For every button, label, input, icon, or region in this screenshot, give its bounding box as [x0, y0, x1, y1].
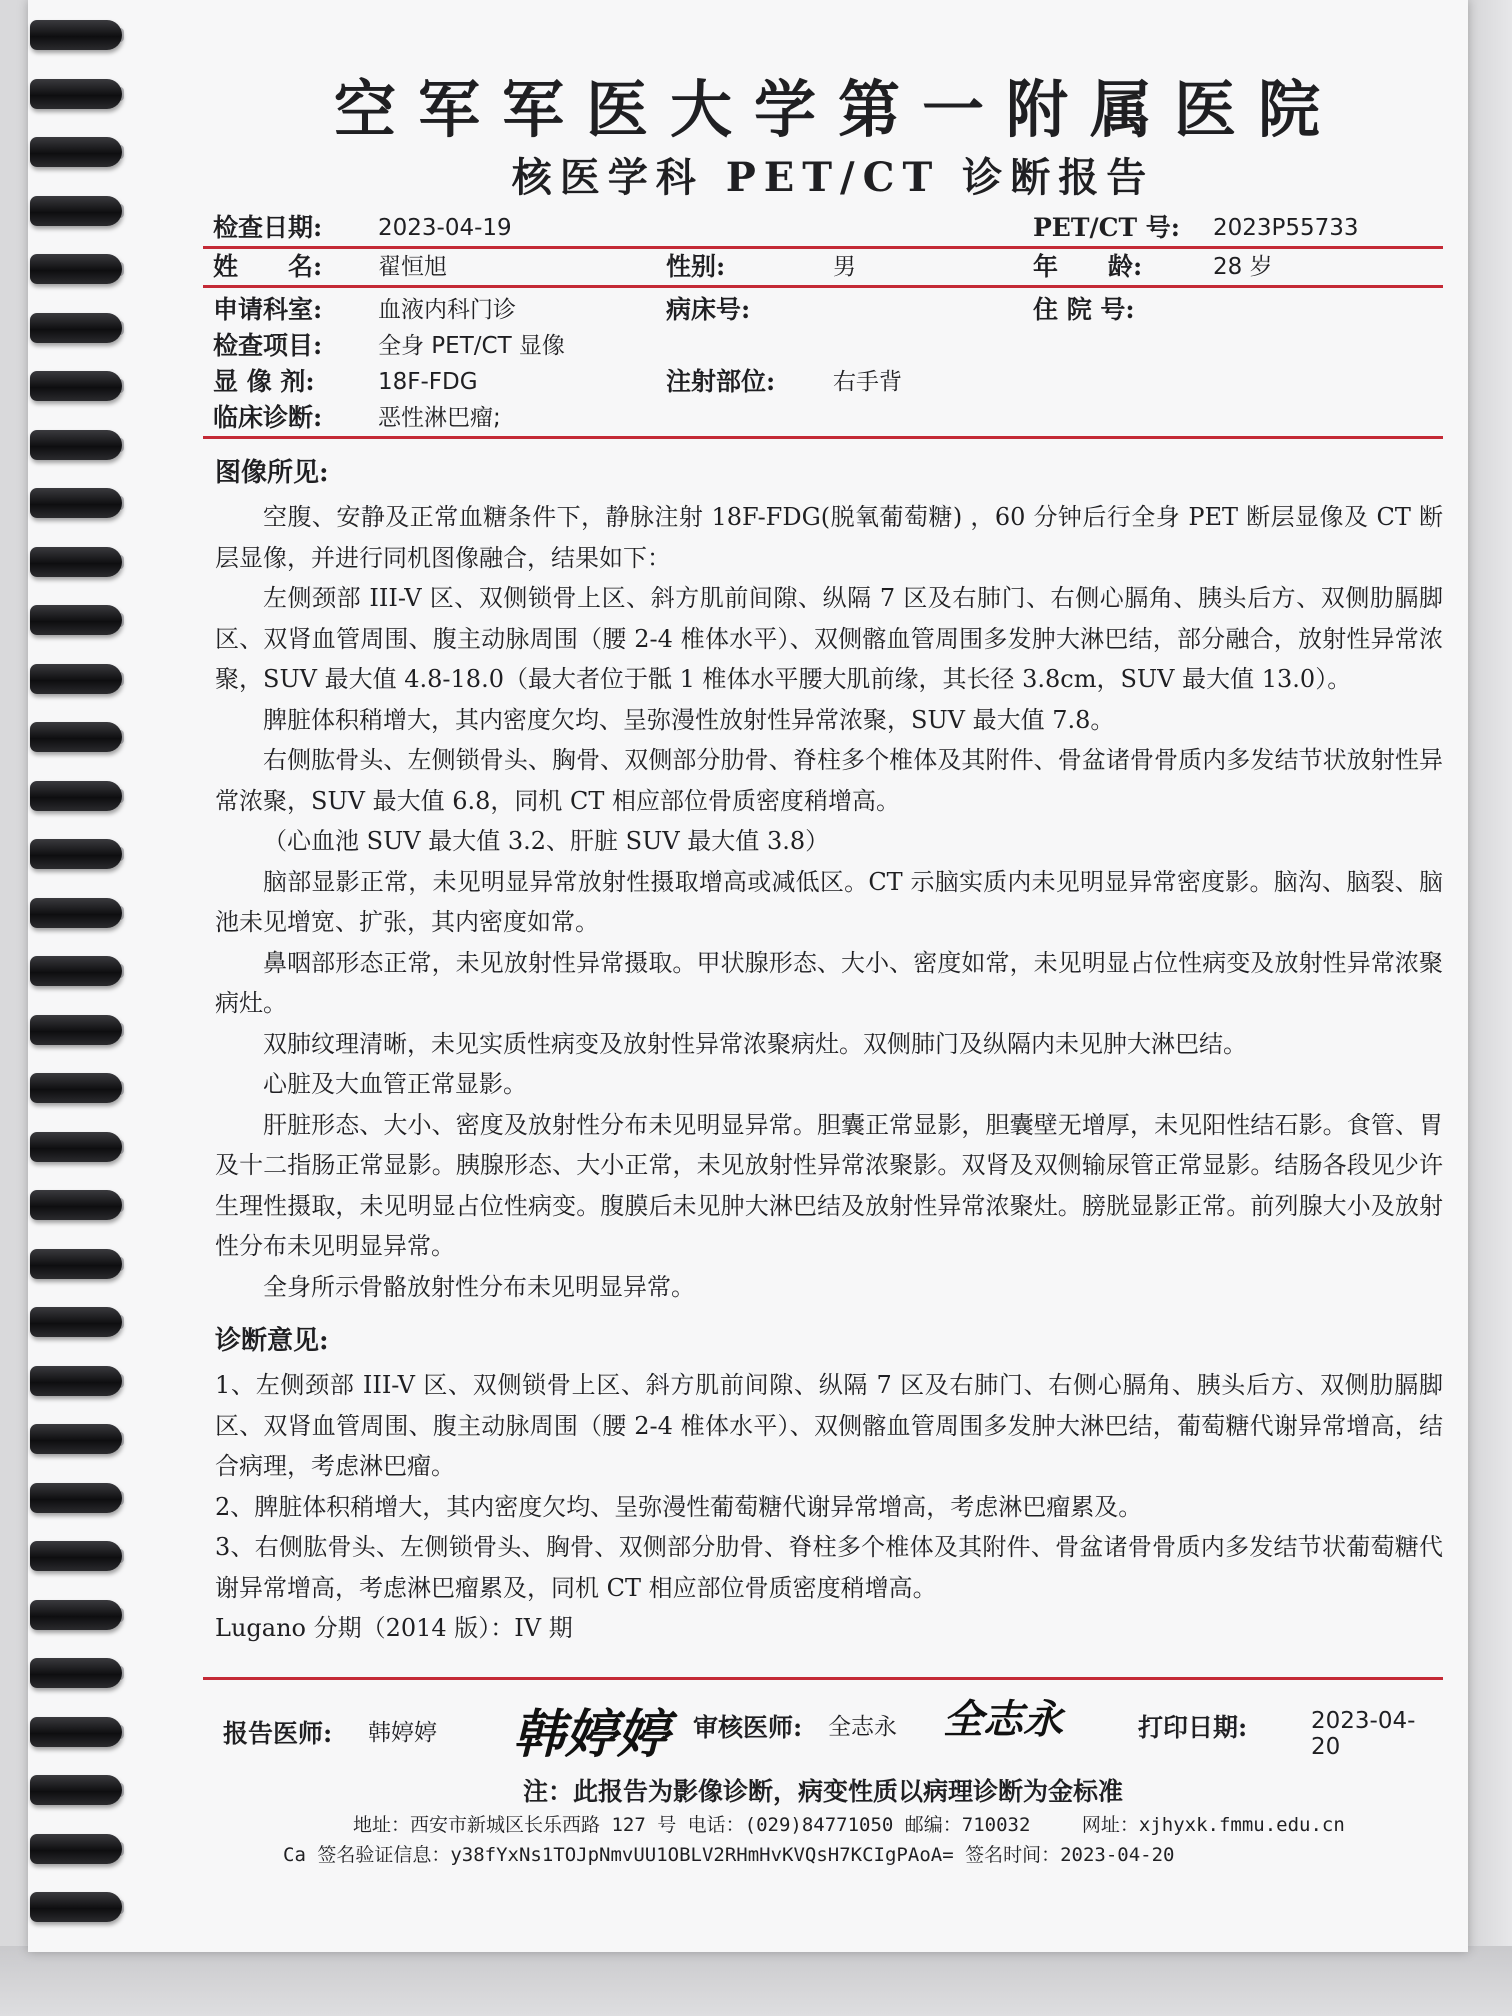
- item-value: 全身 PET/CT 显像: [378, 333, 565, 359]
- binding-ring: [30, 1307, 122, 1337]
- hospital-name: 空军军医大学第一附属医院: [333, 73, 1342, 146]
- site-label: 注射部位:: [666, 367, 776, 396]
- agent-label: 显 像 剂:: [213, 367, 315, 396]
- signature-row: [203, 1695, 1443, 1768]
- age-label: 年 龄:: [1033, 252, 1143, 281]
- background-bottom: [0, 1946, 1512, 2016]
- binding-ring: [30, 488, 122, 518]
- findings-paragraph: 双肺纹理清晰，未见实质性病变及放射性异常浓聚病灶。双侧肺门及纵隔内未见肿大淋巴结。: [263, 1029, 1247, 1058]
- clinical-label: 临床诊断:: [213, 403, 323, 432]
- info-row-dept: [203, 292, 1443, 328]
- findings-paragraph: 心脏及大血管正常显影。: [263, 1070, 527, 1098]
- findings-paragraph: 左侧颈部 III-V 区、双侧锁骨上区、斜方肌前间隙、纵隔 7 区及右肺门、右侧心膈角、胰头后方、双侧肋膈脚区、双肾血管周围、腹主动脉周围（腰 2-4 椎体水平）、双侧髂血管周围多发肿大淋巴结，部分融合，放射性异常浓聚，SUV 最大值 4.8-18.0（最大者位于骶 1 椎体水平腰大肌前缘，其长径 3.8cm，SUV 最大值 13.0）。: [215, 584, 1443, 693]
- findings-paragraph: 肝脏形态、大小、密度及放射性分布未见明显异常。胆囊正常显影，胆囊壁无增厚，未见阳性结石影。食管、胃及十二指肠正常显影。胰腺形态、大小正常，未见放射性异常浓聚影。双肾及双侧输尿管正常显影。结肠各段见少许生理性摄取，未见明显占位性病变。腹膜后未见肿大淋巴结及放射性异常浓聚灶。膀胱显影正常。前列腺大小及放射性分布未见明显异常。: [215, 1110, 1443, 1260]
- binding-ring: [30, 196, 122, 226]
- diagnosis-item: 1、左侧颈部 III-V 区、双侧锁骨上区、斜方肌前间隙、纵隔 7 区及右肺门、右侧心膈角、胰头后方、双侧肋膈脚区、双肾血管周围、腹主动脉周围（腰 2-4 椎体水平）、双侧髂血管周围多发肿大淋巴结，葡萄糖代谢异常增高，结合病理，考虑淋巴瘤。: [215, 1371, 1443, 1480]
- binding-ring: [30, 956, 122, 986]
- diagnosis-body: [203, 1365, 1443, 1649]
- footer-rule: [203, 1677, 1443, 1680]
- binding-ring: [30, 839, 122, 869]
- binding-ring: [30, 547, 122, 577]
- bed-label: 病床号:: [666, 295, 751, 324]
- info-row-item: [203, 328, 1443, 364]
- binding-ring: [30, 20, 122, 50]
- reporter-label: 报告医师:: [223, 1718, 333, 1748]
- binding-ring: [30, 781, 122, 811]
- info-row-clinical: [203, 400, 1443, 436]
- age-value: 28 岁: [1213, 254, 1273, 280]
- binding-ring: [30, 722, 122, 752]
- ca-verification-line: Ca 签名验证信息：y38fYxNs1TOJpNmvUU1OBLV2RHmHvKVQsH7KCIgPAoA= 签名时间：2023-04-20: [283, 1843, 1175, 1866]
- binding-ring: [30, 1541, 122, 1571]
- info-row-name: [203, 249, 1443, 285]
- binding-ring: [30, 1600, 122, 1630]
- binding-ring: [30, 137, 122, 167]
- findings-paragraph: 右侧肱骨头、左侧锁骨头、胸骨、双侧部分肋骨、脊柱多个椎体及其附件、骨盆诸骨骨质内多发结节状放射性异常浓聚，SUV 最大值 6.8，同机 CT 相应部位骨质密度稍增高。: [215, 746, 1443, 815]
- findings-paragraph: 脾脏体积稍增大，其内密度欠均、呈弥漫性放射性异常浓聚，SUV 最大值 7.8。: [263, 705, 1115, 734]
- inpatient-label: 住 院 号:: [1033, 295, 1135, 324]
- header-rule-bottom: [203, 436, 1443, 439]
- reviewer-signature: 全志永: [943, 1695, 1063, 1743]
- staging-line: Lugano 分期（2014 版）：IV 期: [215, 1614, 573, 1642]
- diagnosis-item: 3、右侧肱骨头、左侧锁骨头、胸骨、双侧部分肋骨、脊柱多个椎体及其附件、骨盆诸骨骨质内多发结节状葡萄糖代谢异常增高，考虑淋巴瘤累及，同机 CT 相应部位骨质密度稍增高。: [215, 1533, 1443, 1602]
- binding-ring: [30, 1892, 122, 1922]
- findings-body: [203, 497, 1443, 1307]
- binding-ring: [30, 605, 122, 635]
- binding-ring: [30, 664, 122, 694]
- binding-ring: [30, 1132, 122, 1162]
- report-page: [28, 0, 1468, 1952]
- dept-value: 血液内科门诊: [378, 297, 516, 323]
- dept-label: 申请科室:: [213, 295, 323, 324]
- binding-ring: [30, 1073, 122, 1103]
- site-value: 右手背: [833, 369, 902, 395]
- binding-ring: [30, 1775, 122, 1805]
- binding-ring: [30, 1366, 122, 1396]
- findings-paragraph: 空腹、安静及正常血糖条件下，静脉注射 18F-FDG(脱氧葡萄糖) ，60 分钟后行全身 PET 断层显像及 CT 断层显像，并进行同机图像融合，结果如下：: [215, 503, 1443, 572]
- binding-ring: [30, 371, 122, 401]
- print-date-label: 打印日期:: [1138, 1712, 1248, 1742]
- findings-paragraph: 鼻咽部形态正常，未见放射性异常摄取。甲状腺形态、大小、密度如常，未见明显占位性病变及放射性异常浓聚病灶。: [215, 948, 1443, 1017]
- report-content: [203, 70, 1443, 1870]
- petct-no-value: 2023P55733: [1213, 215, 1359, 241]
- agent-value: 18F-FDG: [378, 369, 478, 395]
- binding-ring: [30, 79, 122, 109]
- reporter-name: 韩婷婷: [368, 1719, 437, 1746]
- clinical-value: 恶性淋巴瘤;: [378, 405, 501, 431]
- findings-paragraph: （心血池 SUV 最大值 3.2、肝脏 SUV 最大值 3.8）: [263, 827, 830, 855]
- exam-date-label: 检查日期:: [213, 213, 323, 242]
- binding-ring: [30, 1834, 122, 1864]
- binding-ring: [30, 1190, 122, 1220]
- info-row-exam-date: [203, 210, 1443, 246]
- exam-date-value: 2023-04-19: [378, 215, 512, 241]
- website-text: 网址：xjhyxk.fmmu.edu.cn: [1081, 1813, 1345, 1836]
- binding-ring: [30, 898, 122, 928]
- spiral-binding: [28, 20, 138, 1950]
- reporter-signature: 韩婷婷: [513, 1703, 670, 1765]
- binding-ring: [30, 1483, 122, 1513]
- petct-no-label: PET/CT 号:: [1033, 213, 1181, 242]
- name-value: 翟恒旭: [378, 254, 447, 280]
- findings-paragraph: 脑部显影正常，未见明显异常放射性摄取增高或减低区。CT 示脑实质内未见明显异常密度影。脑沟、脑裂、脑池未见增宽、扩张，其内密度如常。: [215, 867, 1443, 936]
- findings-heading: 图像所见:: [215, 458, 329, 488]
- reviewer-label: 审核医师:: [693, 1712, 803, 1742]
- binding-ring: [30, 1424, 122, 1454]
- sex-label: 性别:: [666, 252, 726, 281]
- binding-ring: [30, 254, 122, 284]
- binding-ring: [30, 430, 122, 460]
- binding-ring: [30, 1249, 122, 1279]
- binding-ring: [30, 1658, 122, 1688]
- report-title: 核医学科 PET/CT 诊断报告: [511, 154, 1155, 201]
- header-rule-mid: [203, 285, 1443, 288]
- diagnosis-heading: 诊断意见:: [215, 1326, 329, 1356]
- binding-ring: [30, 1015, 122, 1045]
- item-label: 检查项目:: [213, 331, 323, 360]
- print-date-value: 2023-04-20: [1311, 1707, 1416, 1760]
- reviewer-name: 全志永: [828, 1713, 897, 1740]
- binding-ring: [30, 313, 122, 343]
- info-row-agent: [203, 364, 1443, 400]
- name-label: 姓 名:: [213, 252, 323, 281]
- findings-paragraph: 全身所示骨骼放射性分布未见明显异常。: [263, 1272, 695, 1301]
- diagnosis-item: 2、脾脏体积稍增大，其内密度欠均、呈弥漫性葡萄糖代谢异常增高，考虑淋巴瘤累及。: [215, 1492, 1143, 1521]
- address-text: 地址：西安市新城区长乐西路 127 号 电话：(029)84771050 邮编：710032: [353, 1813, 1031, 1836]
- sex-value: 男: [833, 254, 856, 280]
- address-line: [203, 1810, 1443, 1840]
- binding-ring: [30, 1717, 122, 1747]
- disclaimer-note: 注：此报告为影像诊断，病变性质以病理诊断为金标准: [522, 1776, 1123, 1806]
